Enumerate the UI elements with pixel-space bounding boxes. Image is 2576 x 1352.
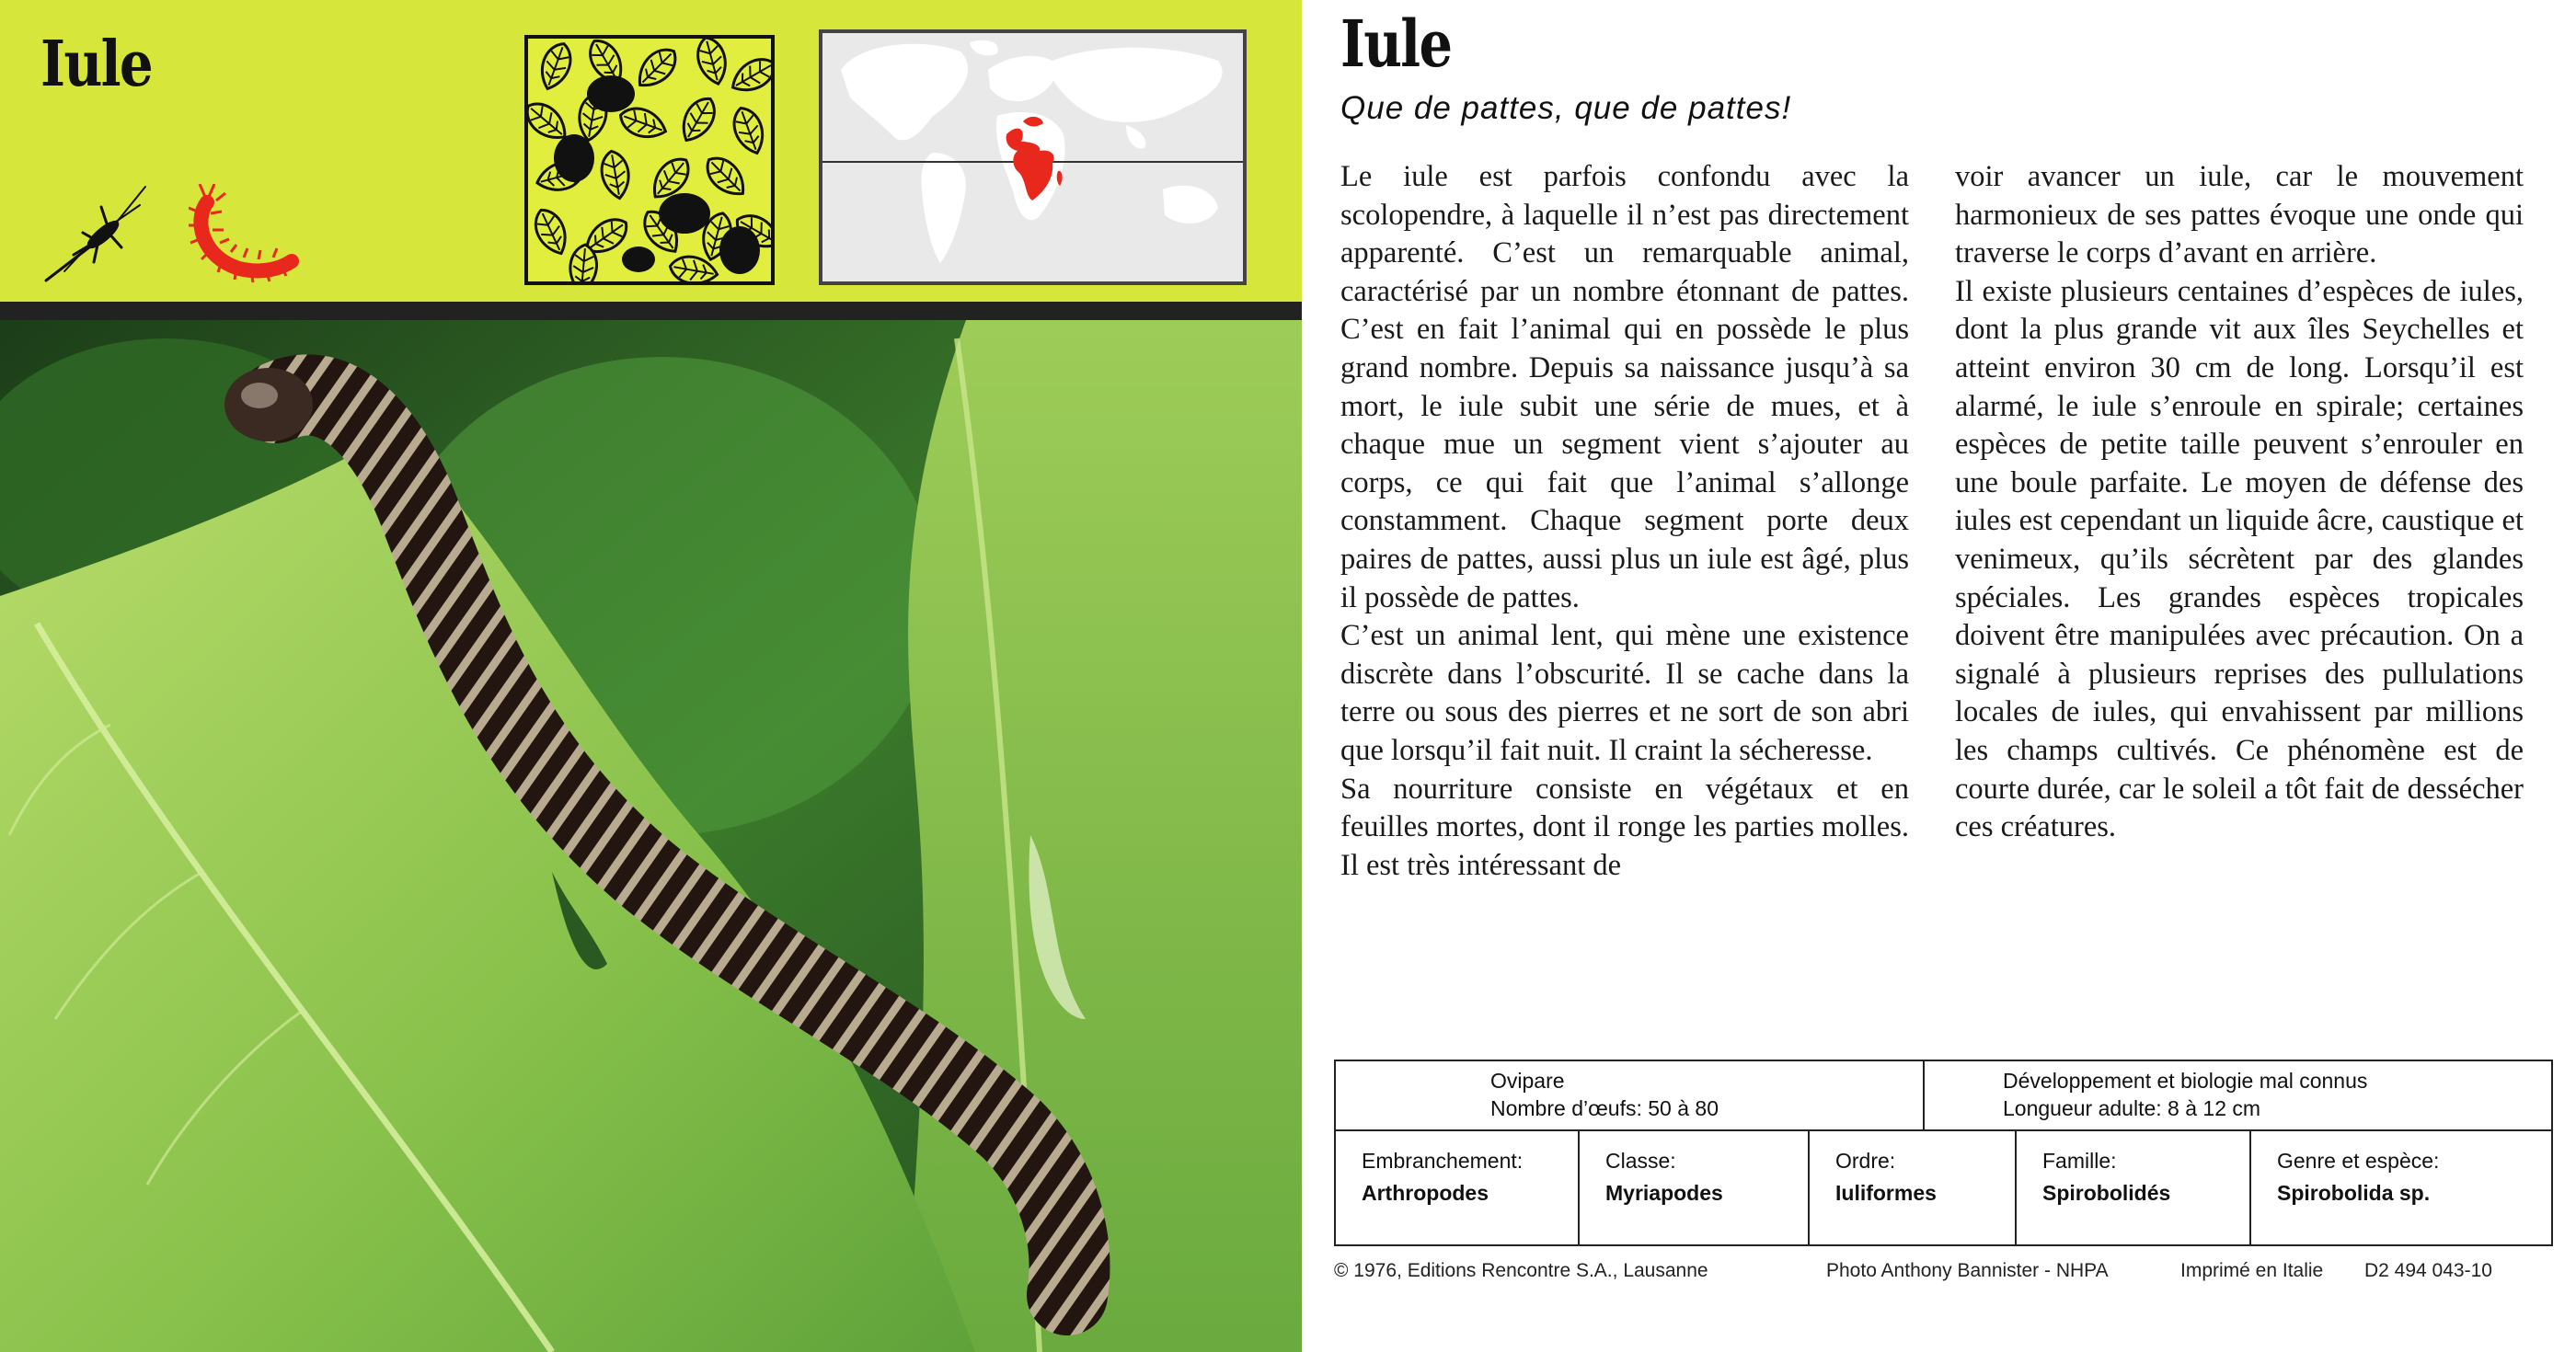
info-table [1334, 1060, 2553, 1246]
footer-printed: Imprimé en Italie [2180, 1260, 2324, 1281]
development-label: Développement et biologie mal connus [2003, 1069, 2368, 1093]
divider-band [0, 302, 1302, 320]
text-column-left [1340, 158, 1909, 885]
paragraph: Sa nourriture consiste en végétaux et en feuilles mortes, dont il ronge les parties molles. Il est très intéressant de [1340, 772, 1909, 882]
footer-code: D2 494 043-10 [2364, 1260, 2492, 1281]
subtitle: Que de pattes, que de pattes! [1340, 90, 1792, 126]
habitat-pictogram [524, 35, 775, 285]
taxonomy-value: Myriapodes [1605, 1181, 1723, 1205]
length-label: Longueur adulte: 8 à 12 cm [2003, 1096, 2261, 1120]
taxonomy-label: Genre et espèce: [2277, 1149, 2440, 1173]
footer-copyright: © 1976, Editions Rencontre S.A., Lausanne [1334, 1260, 1708, 1281]
taxonomy-cell-embranchement [1336, 1131, 1580, 1246]
distribution-map [819, 29, 1247, 285]
right-card [1302, 0, 2576, 1352]
taxonomy-cell-classe [1580, 1131, 1810, 1246]
paragraph: C’est un animal lent, qui mène une existence discrète dans l’obscurité. Il se cache dans la terre ou sous des pierres et ne sort de son abri que lorsqu’il fait nuit. Il craint la sécheresse. [1340, 619, 1909, 767]
paragraph: Il existe plusieurs centaines d’espèces de iules, dont la plus grande vit aux îles Seychelles et atteint environ 30 cm de long. Lorsqu’il est alarmé, le iule s’enroule en spirale; certaines espèces de petite taille peuvent s’enrouler en une boule parfaite. Le moyen de défense des iules est cependant un liquide âcre, caustique et venimeux, qu’ils sécrètent par des glandes spéciales. Les grandes espèces tropicales doivent être manipulées avec précaution. On a signalé à plusieurs reprises des pullulations locales de iules, qui envahissent par millions les champs cultivés. Ce phénomène est de courte durée, car le soleil a tôt fait de dessécher ces créatures. [1955, 274, 2524, 844]
reproduction-label: Ovipare [1490, 1069, 1565, 1093]
footer-photo-credit: Photo Anthony Bannister - NHPA [1826, 1260, 2109, 1281]
taxonomy-cell-ordre [1810, 1131, 2017, 1246]
taxonomy-label: Ordre: [1835, 1149, 1896, 1173]
insect-icon [37, 179, 156, 290]
text-column-right [1955, 158, 2524, 847]
taxonomy-value: Iuliformes [1835, 1181, 1937, 1205]
taxonomy-cell-genre-espece [2251, 1131, 2551, 1246]
paragraph: voir avancer un iule, car le mouvement harmonieux de ses pattes évoque une onde qui traverse le corps d’avant en arrière. [1955, 160, 2524, 270]
millipede-icon [189, 184, 299, 285]
development-cell [1925, 1061, 2555, 1129]
card-title: Iule [40, 28, 152, 101]
taxonomy-label: Famille: [2042, 1149, 2117, 1173]
taxonomy-label: Classe: [1605, 1149, 1676, 1173]
eggs-label: Nombre d’œufs: 50 à 80 [1490, 1096, 1719, 1120]
info-top-row [1336, 1061, 2551, 1131]
taxonomy-label: Embranchement: [1362, 1149, 1524, 1173]
taxonomy-cell-famille [2017, 1131, 2251, 1246]
paragraph: Le iule est parfois confondu avec la scolopendre, à laquelle il n’est pas directement apparenté. C’est un remarquable animal, caractérisé par un nombre étonnant de pattes. C’est en fait l’animal qui en possède le plus grand nombre. Depuis sa naissance jusqu’à sa mort, le iule subit une série de mues, et à chaque mue un segment vient s’ajouter au corps, ce qui fait que l’animal s’allonge constamment. Chaque segment porte deux paires de pattes, aussi plus un iule est âgé, plus il possède de pattes. [1340, 160, 1909, 614]
millipede-photo [0, 320, 1302, 1352]
taxonomy-value: Spirobolidés [2042, 1181, 2171, 1205]
taxonomy-value: Spirobolida sp. [2277, 1181, 2431, 1205]
taxonomy-value: Arthropodes [1362, 1181, 1489, 1205]
reproduction-cell [1336, 1061, 1925, 1129]
card-title: Iule [1340, 6, 1452, 82]
